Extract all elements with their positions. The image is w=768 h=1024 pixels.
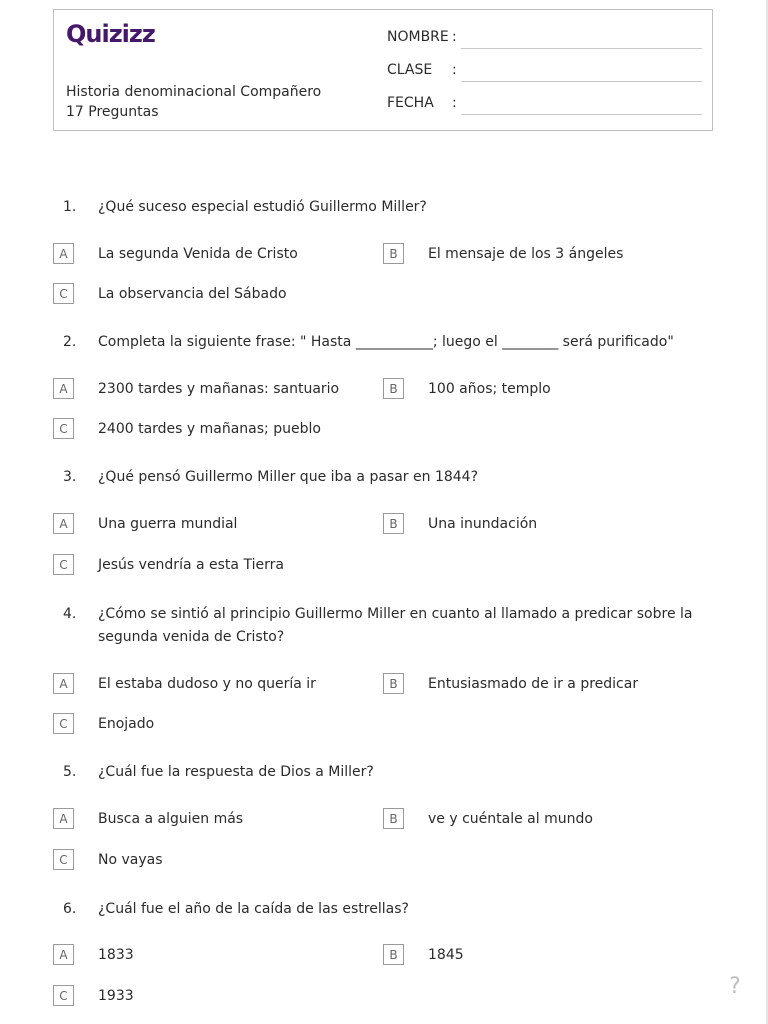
question-text-line2: segunda venida de Cristo?: [98, 629, 285, 645]
option-letter: A: [53, 944, 74, 965]
question-number: 6.: [63, 901, 77, 917]
question-count: 17 Preguntas: [66, 104, 159, 120]
question-4: [63, 603, 703, 649]
option-letter: C: [53, 554, 74, 575]
question-text-line1: ¿Cómo se sintió al principio Guillermo Miller en cuanto al llamado a predicar sobre la: [98, 606, 693, 622]
option-letter: B: [383, 243, 404, 264]
option-text: Jesús vendría a esta Tierra: [98, 557, 284, 573]
option-letter: C: [53, 418, 74, 439]
option-letter: C: [53, 283, 74, 304]
option-text: El estaba dudoso y no quería ir: [98, 676, 316, 692]
question-number: 2.: [63, 334, 77, 350]
option-text: 100 años; templo: [428, 381, 551, 397]
question-number: 1.: [63, 199, 77, 215]
quiz-title: Historia denominacional Compañero: [66, 84, 322, 100]
nombre-label: NOMBRE: [387, 29, 449, 45]
option-text: El mensaje de los 3 ángeles: [428, 246, 624, 262]
option-text: Enojado: [98, 716, 155, 732]
option-letter: C: [53, 985, 74, 1006]
clase-label: CLASE: [387, 62, 433, 78]
option-text: Una inundación: [428, 516, 538, 532]
option-letter: A: [53, 243, 74, 264]
option-text: No vayas: [98, 852, 163, 868]
quizizz-logo: Quizizz: [66, 20, 155, 48]
option-text: Entusiasmado de ir a predicar: [428, 676, 639, 692]
option-text: 2300 tardes y mañanas: santuario: [98, 381, 340, 397]
option-text: La observancia del Sábado: [98, 286, 287, 302]
option-text: 1933: [98, 988, 134, 1004]
option-text: 1833: [98, 947, 134, 963]
clase-colon: :: [452, 62, 457, 78]
question-text: ¿Qué suceso especial estudió Guillermo Miller?: [98, 199, 427, 215]
option-letter: B: [383, 944, 404, 965]
nombre-colon: :: [452, 29, 457, 45]
question-text: ¿Cuál fue el año de la caída de las estrellas?: [98, 901, 409, 917]
fecha-colon: :: [452, 95, 457, 111]
option-letter: A: [53, 808, 74, 829]
option-letter: C: [53, 713, 74, 734]
option-letter: B: [383, 673, 404, 694]
option-letter: A: [53, 673, 74, 694]
option-letter: B: [383, 513, 404, 534]
option-letter: B: [383, 808, 404, 829]
option-text: 1845: [428, 947, 464, 963]
worksheet-header: [53, 9, 713, 131]
option-text: Busca a alguien más: [98, 811, 244, 827]
fecha-label: FECHA: [387, 95, 434, 111]
clase-line[interactable]: [461, 81, 702, 82]
option-letter: A: [53, 378, 74, 399]
fecha-line[interactable]: [461, 114, 702, 115]
option-letter: A: [53, 513, 74, 534]
option-text: 2400 tardes y mañanas; pueblo: [98, 421, 321, 437]
nombre-line[interactable]: [461, 48, 702, 49]
option-text: Una guerra mundial: [98, 516, 238, 532]
option-letter: C: [53, 849, 74, 870]
question-text: Completa la siguiente frase: " Hasta ___________; luego el ________ será purificado": [98, 334, 674, 350]
option-text: ve y cuéntale al mundo: [428, 811, 593, 827]
question-text: ¿Qué pensó Guillermo Miller que iba a pasar en 1844?: [98, 469, 479, 485]
option-text: La segunda Venida de Cristo: [98, 246, 298, 262]
question-number: 5.: [63, 764, 77, 780]
question-text: ¿Cuál fue la respuesta de Dios a Miller?: [98, 764, 374, 780]
question-number: 3.: [63, 469, 77, 485]
help-icon[interactable]: ?: [729, 974, 741, 999]
question-number: 4.: [63, 606, 77, 622]
option-letter: B: [383, 378, 404, 399]
